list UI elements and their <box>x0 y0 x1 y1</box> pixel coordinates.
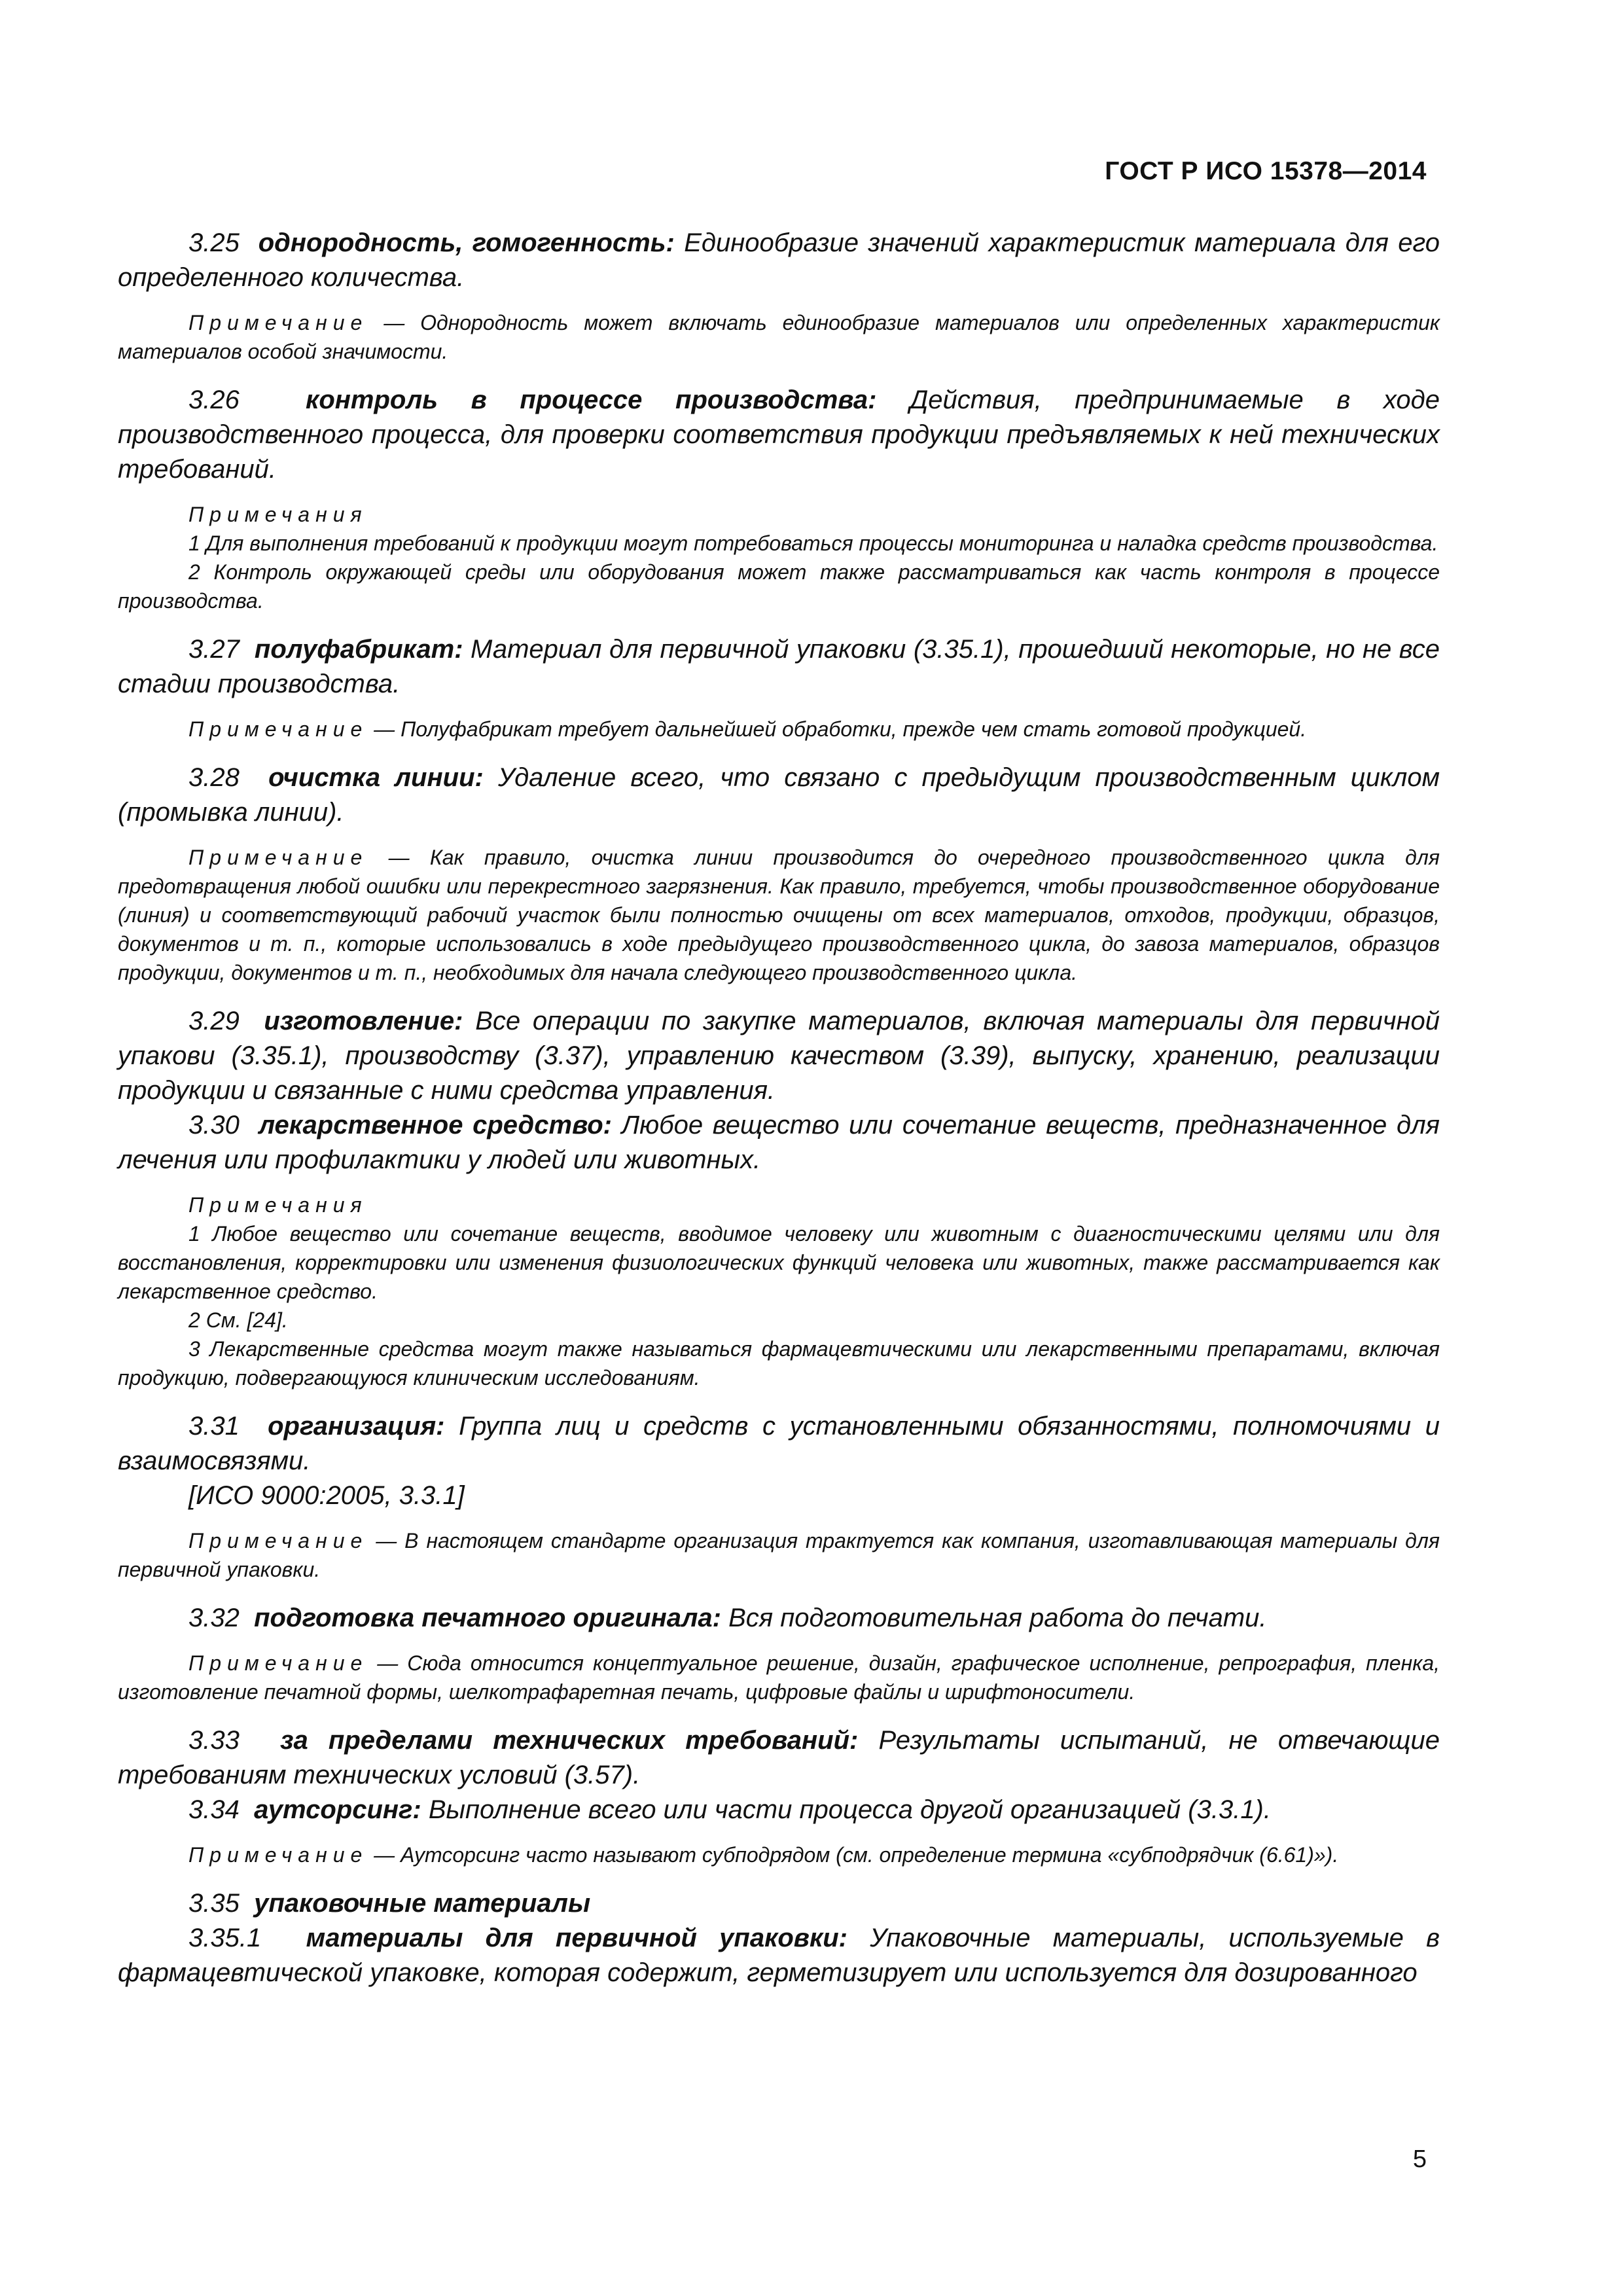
note-label: Примечание <box>188 1529 368 1552</box>
term-definition: Действия, предпринимаемые в ходе производственного процесса, для проверки соответствия продукции предъявляемых к ней технических требований. <box>118 386 1440 484</box>
term-definition: Все операции по закупке материалов, включая материалы для первичной упакови (3.35.1), производству (3.37), управлению качеством (3.39), выпуску, хранению, реализации продукции и связанные с ними средства управления. <box>118 1007 1440 1105</box>
term-number: 3.26 <box>188 386 240 414</box>
term-name: лекарственное средство: <box>259 1111 612 1139</box>
notes-heading: Примечания <box>188 1193 368 1217</box>
page-number: 5 <box>1412 2145 1427 2173</box>
term-definition: Выполнение всего или части процесса другой организацией (3.3.1). <box>428 1795 1271 1824</box>
term-entry-3-35 <box>118 1886 1440 1921</box>
note-3-27 <box>118 715 1440 744</box>
term-entry-3-30 <box>118 1108 1440 1177</box>
term-number: 3.27 <box>188 635 240 664</box>
term-definition: Вся подготовительная работа до печати. <box>728 1604 1267 1632</box>
document-header: ГОСТ Р ИСО 15378—2014 <box>1105 157 1427 185</box>
term-definition: Удаление всего, что связано с предыдущим производственным циклом (промывка линии). <box>118 763 1440 827</box>
note-text: — Аутсорсинг часто называют субподрядом (см. определение термина «субподрядчик (6.61)»). <box>374 1843 1339 1867</box>
term-name: организация: <box>268 1412 445 1441</box>
note-3-25 <box>118 308 1440 366</box>
note-label: Примечание <box>188 1843 368 1867</box>
note-3-26-2: 2 Контроль окружающей среды или оборудования может также рассматриваться как часть контроля в процессе производства. <box>118 560 1440 613</box>
term-definition: Материал для первичной упаковки (3.35.1), прошедший некоторые, но не все стадии производства. <box>118 635 1440 698</box>
note-text: — В настоящем стандарте организация трактуется как компания, изготавливающая материалы для первичной упаковки. <box>118 1529 1440 1581</box>
term-name: за пределами технических требований: <box>280 1726 859 1755</box>
term-entry-3-34 <box>118 1793 1440 1827</box>
term-entry-3-28 <box>118 761 1440 830</box>
term-source-3-31: [ИСО 9000:2005, 3.3.1] <box>188 1481 465 1510</box>
term-entry-3-35-1 <box>118 1921 1440 1990</box>
term-definition: Любое вещество или сочетание веществ, предназначенное для лечения или профилактики у людей или животных. <box>118 1111 1440 1174</box>
term-number: 3.35.1 <box>188 1924 262 1952</box>
term-definition: Упаковочные материалы, используемые в фармацевтической упаковке, которая содержит, герметизирует или используется для дозированного <box>118 1924 1440 1987</box>
term-entry-3-29 <box>118 1004 1440 1108</box>
term-number: 3.30 <box>188 1111 240 1139</box>
note-text: — Как правило, очистка линии производится до очередного производственного цикла для предотвращения любой ошибки или перекрестного загрязнения. Как правило, требуется, чтобы производственное оборудование (линия) и соответствующий рабочий участок были полностью очищены от всех материалов, отходов, продукции, образцов, документов и т. п., которые использовались в ходе предыдущего производственного цикла, до завоза материалов, образцов продукции, документов и т. п., необходимых для начала следующего производственного цикла. <box>118 846 1440 984</box>
term-definition: Группа лиц и средств с установленными обязанностями, полномочиями и взаимосвязями. <box>118 1412 1440 1475</box>
term-number: 3.32 <box>188 1604 240 1632</box>
term-name: материалы для первичной упаковки: <box>306 1924 847 1952</box>
term-definition: Единообразие значений характеристик материала для его определенного количества. <box>118 228 1440 292</box>
term-number: 3.31 <box>188 1412 240 1441</box>
term-name: однородность, гомогенность: <box>258 228 675 257</box>
note-label: Примечание <box>188 1651 368 1675</box>
term-name: контроль в процессе производства: <box>306 386 877 414</box>
note-3-32 <box>118 1649 1440 1706</box>
term-number: 3.28 <box>188 763 240 792</box>
note-label: Примечание <box>188 311 368 334</box>
term-number: 3.25 <box>188 228 240 257</box>
term-entry-3-32 <box>118 1601 1440 1636</box>
term-entry-3-27 <box>118 632 1440 702</box>
term-entry-3-26 <box>118 383 1440 487</box>
term-number: 3.35 <box>188 1889 240 1918</box>
term-entry-3-31 <box>118 1409 1440 1479</box>
note-3-31 <box>118 1526 1440 1584</box>
term-number: 3.34 <box>188 1795 240 1824</box>
note-3-28 <box>118 843 1440 987</box>
term-entry-3-33 <box>118 1723 1440 1793</box>
note-text: — Сюда относится концептуальное решение, дизайн, графическое исполнение, репрография, пленка, изготовление печатной формы, шелкотрафаретная печать, цифровые файлы и шрифтоносители. <box>118 1651 1440 1704</box>
term-definition: Результаты испытаний, не отвечающие требованиям технических условий (3.57). <box>118 1726 1440 1789</box>
document-body <box>118 226 1440 1990</box>
term-number: 3.33 <box>188 1726 240 1755</box>
note-3-34 <box>118 1840 1440 1869</box>
note-label: Примечание <box>188 846 368 869</box>
notes-heading: Примечания <box>188 503 368 526</box>
note-3-30-3: 3 Лекарственные средства могут также называться фармацевтическими или лекарственными препаратами, включая продукцию, подвергающуюся клиническим исследованиям. <box>118 1337 1440 1390</box>
term-entry-3-25 <box>118 226 1440 295</box>
note-3-30-1: 1 Любое вещество или сочетание веществ, вводимое человеку или животным с диагностическими целями или для восстановления, корректировки или изменения физиологических функций человека или животных, также рассматривается как лекарственное средство. <box>118 1222 1440 1303</box>
note-3-26-1: 1 Для выполнения требований к продукции могут потребоваться процессы мониторинга и наладка средств производства. <box>188 531 1438 555</box>
term-name: подготовка печатного оригинала: <box>254 1604 721 1632</box>
term-name: изготовление: <box>264 1007 463 1035</box>
note-3-30-2: 2 См. [24]. <box>188 1308 288 1332</box>
term-name: аутсорсинг: <box>254 1795 421 1824</box>
note-text: — Полуфабрикат требует дальнейшей обработки, прежде чем стать готовой продукцией. <box>374 717 1307 741</box>
term-number: 3.29 <box>188 1007 240 1035</box>
term-name: полуфабрикат: <box>254 635 463 664</box>
note-text: — Однородность может включать единообразие материалов или определенных характеристик материалов особой значимости. <box>118 311 1440 363</box>
term-name: очистка линии: <box>268 763 484 792</box>
note-label: Примечание <box>188 717 368 741</box>
term-name: упаковочные материалы <box>254 1889 591 1918</box>
